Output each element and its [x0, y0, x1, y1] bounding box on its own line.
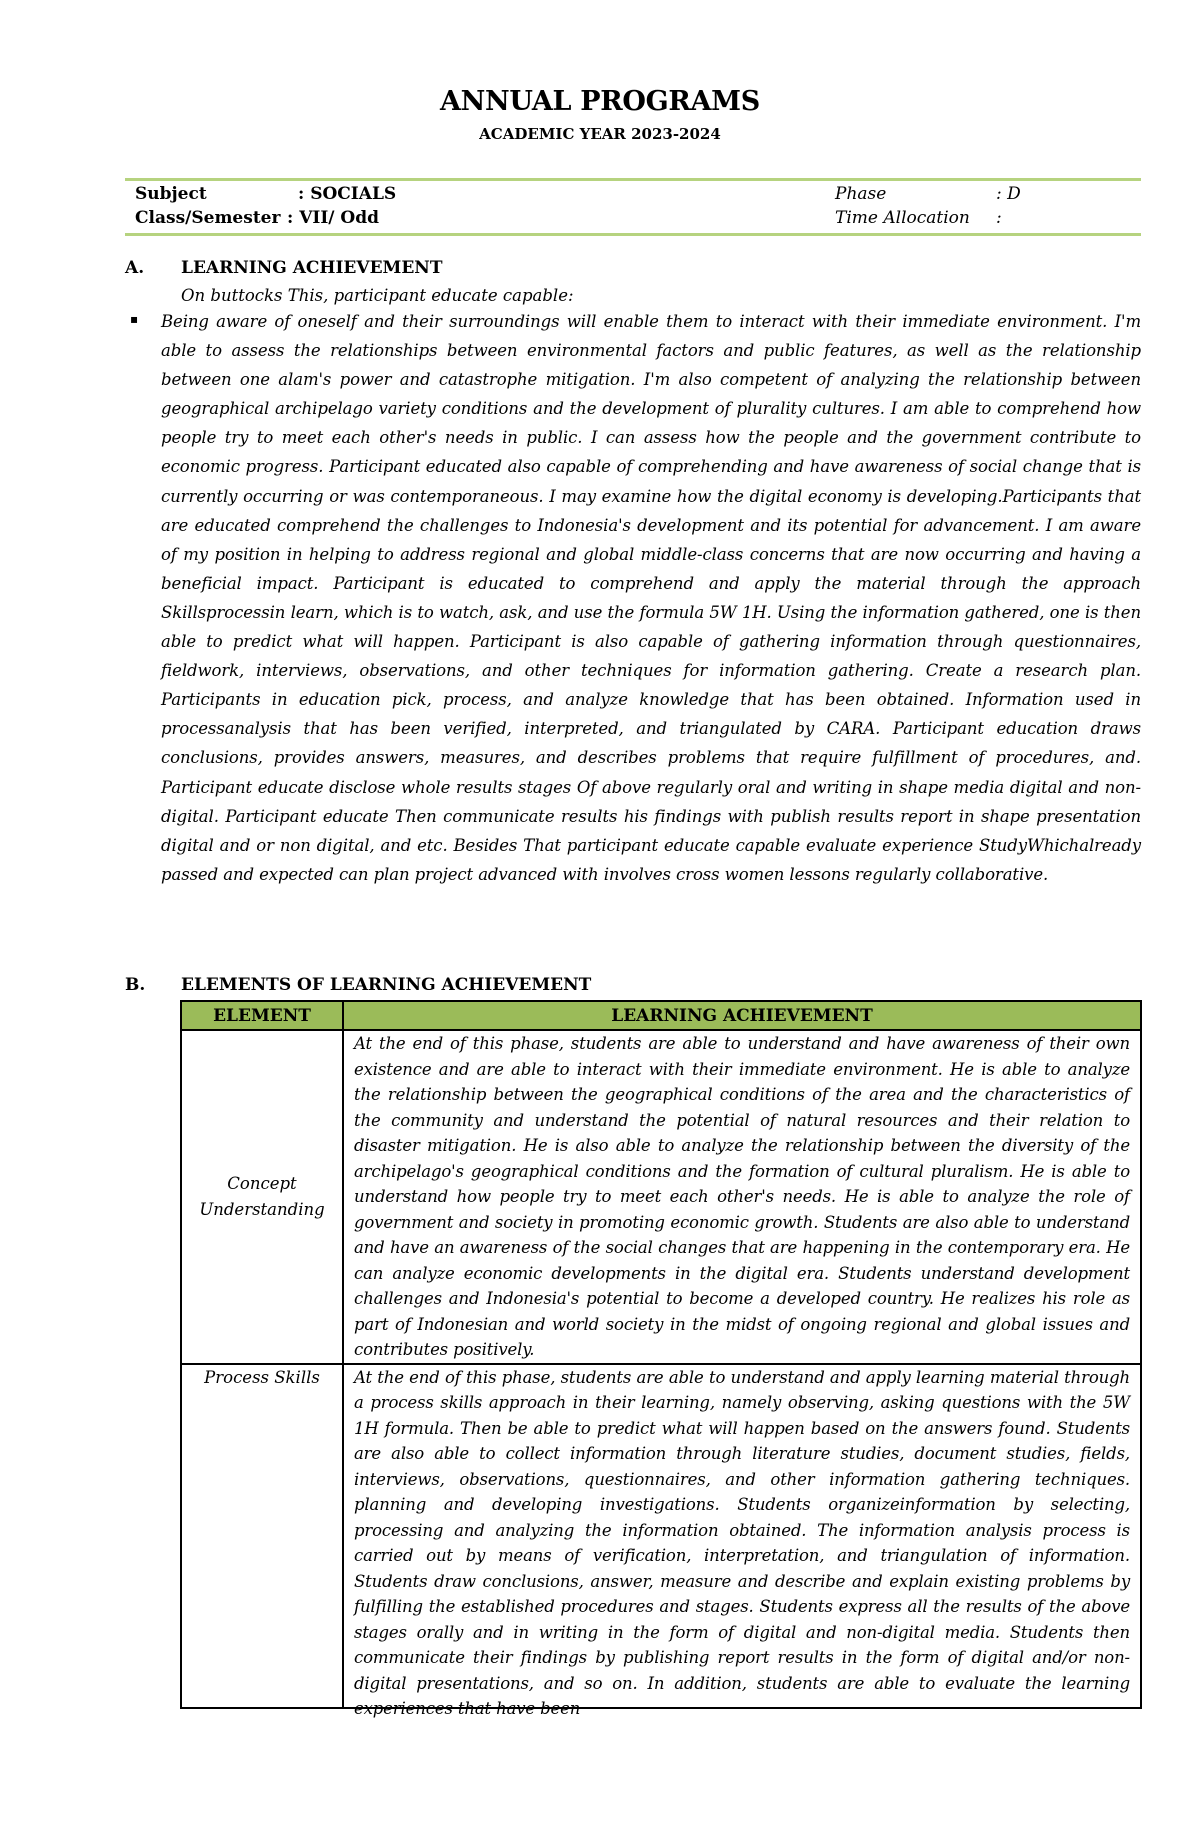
achievement-cell: At the end of this phase, students are able to understand and apply learning material through a process skills approach in their learning, namely observing, asking questions with the 5W 1H formula. Then be able to predict what will happen based on the answers found. Students are also able to collect information through literature studies, document studies, fields, interviews, observations, questionnaires, and other information gathering techniques. planning and developing investigations. Students organizeinformation by selecting, processing and analyzing the information obtained. The information analysis process is carried out by means of verification, interpretation, and triangulation of information. Students draw conclusions, answer, measure and describe and explain existing problems by fulfilling the established procedures and stages. Students express all the results of the above stages orally and in writing in the form of digital and non-digital media. Students then communicate their findings by publishing report results in the form of digital and/or non-digital presentations, and so on. In addition, students are able to evaluate the learning experiences that have been: [354, 1367, 1130, 1718]
section-b-title: ELEMENTS OF LEARNING ACHIEVEMENT: [181, 975, 592, 995]
achievement-cell-wrapper: [343, 1364, 1141, 1718]
element-cell: Process Skills: [181, 1364, 343, 1708]
elements-table: [180, 1000, 1142, 1718]
phase-value: : D: [996, 184, 1021, 204]
class-value: : VII/ Odd: [287, 208, 379, 228]
meta-row-subject: [135, 184, 1141, 208]
section-a-paragraph: Being aware of oneself and their surroundings will enable them to interact with their immediate environment. I'm able to assess the relationships between environmental factors and public features, as well as the relationship between one alam's power and catastrophe mitigation. I'm also competent of analyzing the relationship between geographical archipelago variety conditions and the development of plurality cultures. I am able to comprehend how people try to meet each other's needs in public. I can assess how the people and the government contribute to economic progress. Participant educated also capable of comprehending and have awareness of social change that is currently occurring or was contemporaneous. I may examine how the digital economy is developing.Participants that are educated comprehend the challenges to Indonesia's development and its potential for advancement. I am aware of my position in helping to address regional and global middle-class concerns that are now occurring and having a beneficial impact. Participant is educated to comprehend and apply the material through the approach Skillsprocessin learn, which is to watch, ask, and use the formula 5W 1H. Using the information gathered, one is then able to predict what will happen. Participant is also capable of gathering information through questionnaires, fieldwork, interviews, observations, and other techniques for information gathering. Create a research plan. Participants in education pick, process, and analyze knowledge that has been obtained. Information used in processanalysis that has been verified, interpreted, and triangulated by CARA. Participant education draws conclusions, provides answers, measures, and describes problems that require fulfillment of procedures, and. Participant educate disclose whole results stages Of above regularly oral and writing in shape media digital and non-digital. Participant educate Then communicate results his findings with publish results report in shape presentation digital and or non digital, and etc. Besides That participant educate capable evaluate experience StudyWhichalready passed and expected can plan project advanced with involves cross women lessons regularly collaborative.: [161, 312, 1141, 884]
subject-value: : SOCIALS: [298, 184, 397, 204]
section-a-letter: A.: [125, 258, 145, 278]
subject-label: Subject: [135, 184, 207, 204]
bullet-icon: ▪: [130, 312, 139, 326]
achievement-cell: At the end of this phase, students are able to understand and have awareness of their own existence and are able to interact with their immediate environment. He is able to analyze the relationship between the geographical conditions of the area and the characteristics of the community and understand the potential of natural resources and their relation to disaster mitigation. He is also able to analyze the relationship between the diversity of the archipelago's geographical conditions and the formation of cultural pluralism. He is able to understand how people try to meet each other's needs. He is able to analyze the role of government and society in promoting economic growth. Students are also able to understand and have an awareness of the social changes that are happening in the contemporary era. He can analyze economic developments in the digital era. Students understand development challenges and Indonesia's potential to become a developed country. He realizes his role as part of Indonesian and world society in the midst of ongoing regional and global issues and contributes positively.: [343, 1030, 1141, 1364]
meta-row-class: [135, 208, 1141, 232]
section-b-letter: B.: [125, 975, 146, 995]
time-allocation-value: :: [996, 208, 1002, 228]
class-label: Class/Semester: [135, 208, 281, 228]
element-cell: Concept Understanding: [181, 1030, 343, 1364]
page-title: ANNUAL PROGRAMS: [440, 86, 760, 117]
column-header-learning-achievement: LEARNING ACHIEVEMENT: [343, 1001, 1141, 1030]
time-allocation-label: Time Allocation: [835, 208, 970, 228]
table-row: [181, 1364, 1141, 1708]
page-subtitle: ACADEMIC YEAR 2023-2024: [479, 125, 721, 143]
table-row: [181, 1030, 1141, 1364]
meta-info-block: [125, 178, 1141, 236]
section-a-title: LEARNING ACHIEVEMENT: [181, 258, 443, 278]
phase-label: Phase: [835, 184, 887, 204]
table-header-row: [181, 1001, 1141, 1030]
section-a-intro: On buttocks This, participant educate capable:: [181, 286, 574, 305]
column-header-element: ELEMENT: [181, 1001, 343, 1030]
